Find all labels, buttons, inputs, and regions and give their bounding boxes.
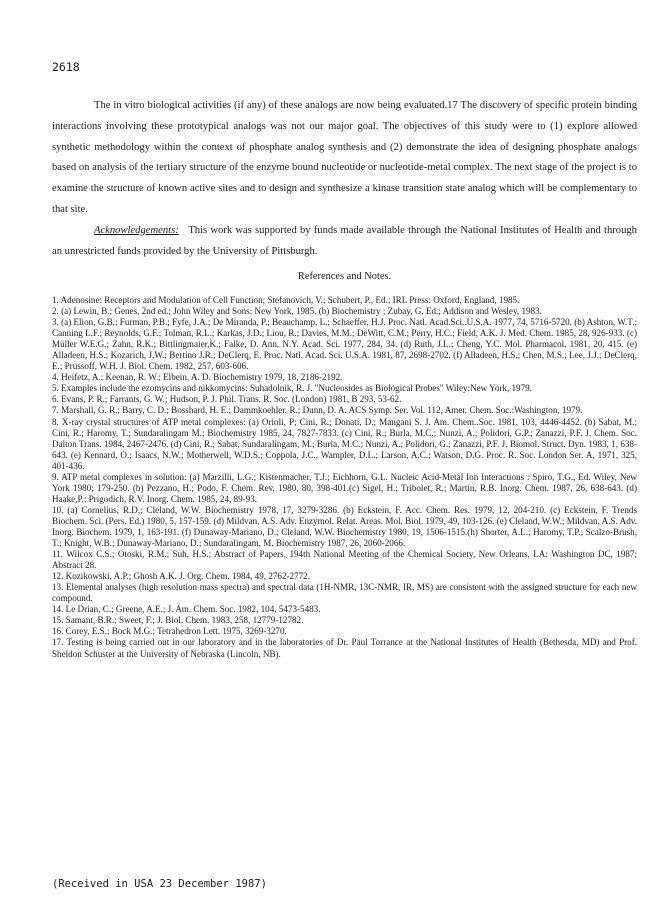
- received-date: (Received in USA 23 December 1987): [52, 878, 267, 890]
- reference-item: 6. Evans, P. R.; Farrants, G. W.; Hudson, P. J. Phil. Trans. R. Soc. (London) 1981, B 293, 53-62.: [52, 394, 402, 405]
- reference-item: 13. Elemental analyses (high resolution mass spectra) and spectral data (1H-NMR, 13C-NMR, IR, MS) are consistent with the assigned structure for each new compound.: [52, 582, 637, 604]
- body-paragraph: The in vitro biological activities (if any) of these analogs are now being evaluated.17 The discovery of specific protein binding interactions involving these prototypical analogs was not our major goal. The objectives of this study were to (1) explore allowed synthetic methodology within the context of phosphate analog synthesis and (2) demonstrate the idea of designing phosphate analogs based on analysis of the tertiary structure of the enzyme bound nucleotide or nucleotide-metal complex. The next stage of the project is to examine the structure of known active sites and to design and synthesize a kinase transition state analog which will be complementary to that site.: [52, 100, 637, 215]
- acknowledgements-paragraph: [52, 221, 637, 263]
- reference-item: 1. Adenosine: Receptors and Modulation of Cell Function; Stefanovich, V.; Schubert, P., Ed.; IRL Press: Oxford, England, 1985.: [52, 295, 520, 305]
- references-heading: References and Notes.: [297, 271, 392, 282]
- acknowledgements-label: Acknowledgements:: [94, 224, 179, 236]
- reference-item: 8. X-ray crystal structures of ATP metal complexes: (a) Orioli, P; Cini, R.; Donati, D.; Mangani S. J. Am. Chem..Soc. 1981, 103, 4446-4452. (b) Sabat, M.; Cini, R.; Haromy, T.; Sundaralingam M.; Biochemistry 1985, 24, 7827-7833. (c) Cini, R.; Burla, M.C.; Nunzi, A.; Polidori, G.P.; Zanazzi, P.F. J. Chem. Soc. Dalton Trans. 1984, 2467-2476. (d) Cini, R.; Sabat, Sundaralingam, M.; Burla, M.C.; Nunzi, A.; Polidori, G.; Zanazzi, P.F. J. Biomol. Struct. Dyn. 1983, 1, 638-643. (e) Kennard, O.; Isaacs, N.W.; Motherwell, W.D.S.; Coppola, J.C., Wampler, D.L.; Larson, A.C.; Watson, D.G. Proc. R. Soc. London Ser. A, 1971, 325, 401-436.: [52, 416, 637, 471]
- reference-item: 4. Heifetz, A.; Keenan, R. W.; Elbein, A. D. Biochemistry 1979, 18, 2186-2192.: [52, 372, 343, 383]
- body-text: [52, 96, 637, 262]
- reference-item: 12. Kozikowski, A.P.; Ghosh A.K. J. Org. Chem. 1984, 49, 2762-2772.: [52, 571, 311, 582]
- reference-item: 9. ATP metal complexes in solution: (a) Marzilli, L.G.; Kistenmacher, T.J.; Eichhorn, G.L. Nucleic Acid-Metal Ion Interactions : Spiro, T.G., Ed. Wiley, New York 1980; 179-250. (b) Pezzano, H.; Podo, F. Chem. Rev. 1980, 80, 398-401.(c) Sigel, H.; Tribolet, R.; Martin, R.B. Inorg. Chem. 1987, 26, 638-643. (d) Haake,P.; Prigodich, R.V. Inorg. Chem. 1985, 24, 89-93.: [52, 471, 637, 504]
- page-number: 2618: [52, 60, 80, 74]
- reference-item: 11. Wilcox C.S.; Otoski, R.M.; Suh, H.S.; Abstract of Papers, 194th National Meeting of the Chemical Society, New Orleans, LA: Washington DC, 1987; Abstract 28.: [52, 549, 637, 571]
- reference-item: 5. Examples include the ezomycins and nikkomycins: Suhadolnik, R. J. "Nucleosides as Biological Probes" Wiley:New York, 1979.: [52, 383, 532, 394]
- reference-item: 14. Le Drian, C.; Greene, A.E.; J. Am. Chem. Soc. 1982, 104, 5473-5483.: [52, 604, 321, 615]
- reference-item: 17. Testing is being carried out in our laboratory and in the laboratories of Dr. Paul Torrance at the National Institutes of Health (Bethesda, MD) and Prof. Sheldon Schuster at the University of Nebraska (Lincoln, NB).: [52, 637, 637, 659]
- references-list: [52, 295, 637, 660]
- reference-item: 2. (a) Lewin, B.; Genes, 2nd ed.; John Wiley and Sons: New York, 1985. (b) Biochemistry ; Zubay, G. Ed.; Addison and Wesley, 1983.: [52, 306, 542, 317]
- reference-item: 7. Marshall, G. R.; Barry, C. D.; Bosshard, H. E.; Dammkoehler, R.; Dunn, D. A. ACS Symp. Ser. Vol. 112, Amer. Chem. Soc.:Washington, 1979.: [52, 405, 583, 416]
- reference-item: 16. Corey, E.S.; Bock M.G.; Tetrahedron Lett. 1975, 3269-3270.: [52, 626, 287, 637]
- reference-item: 10. (a) Cornelius, R.D.; Cleland, W.W. Biochemistry 1978, 17, 3279-3286. (b) Eckstein, F. Acc. Chem. Res. 1979, 12, 204-210. (c) Eckstein, F. Trends Biochem. Sci. (Pers. Ed.) 1980, 5, 157-159. (d) Mildvan, A.S. Adv. Enzymol. Relat. Areas. Mol. Biol. 1979, 49, 103-126. (e) Cleland, W.W.; Mildvan, A.S. Adv. Inorg. Biochem. 1979, 1, 163-191. (f) Dunaway-Mariano, D.; Cleland, W.W. Biochemistry 1980, 19, 1506-1515.(h) Shorter, A.L.; Haromy, T.P.; Scalzo-Brush, T.; Knight, W.B.; Dunaway-Mariano, D.; Sundaralingam, M. Biochemistry 1987, 26, 2060-2066.: [52, 504, 637, 549]
- reference-item: 3. (a) Elion, G.B.; Furman, P.B.; Fyfe, J.A.; De Miranda, P.; Beauchamp, L.; Schaeffer, H.J. Proc. Natl. Acad.Sci..U.S.A. 1977, 74, 5716-5720. (b) Ashton, W.T.; Canning L.F.; Reynolds, G.F.; Tolman, R.L.; Karkas, J.D.; Liou, R.; Davies, M.M.; DeWitt, C.M.; Perry, H.C.; Field, A.K. J. Med. Chem. 1985, 28, 926-933. (c) Müller W.E.G.; Zahn, R.K.; Bittlingmaier,K.; Falke, D. Ann. N.Y. Acad. Sci. 1977, 284, 34. (d) Ruth, J.L.; Cheng, Y.C. Mol. Pharmacol. 1981, 20, 415. (e) Alladeen, H.S.; Kozarich, J.W.; Bertino J.R.; DeClerq, E. Proc. Natl. Acad. Sci. U.S.A. 1981, 87, 2698-2702. (f) Alladeen, H.S.; Chen, M.S.; Lee, J.J.; DeClerq, E.; Prussoff, W.H. J. Biol. Chem. 1982, 257, 603-606.: [52, 317, 637, 372]
- acknowledgements-text: This work was supported by funds made available through the National Institutes of Health and through an unrestricted funds provided by the University of Pittsburgh.: [52, 224, 637, 257]
- reference-item: 15. Samant, B.R.; Sweet, F.; J. Biol. Chem. 1983, 258, 12779-12782.: [52, 615, 304, 626]
